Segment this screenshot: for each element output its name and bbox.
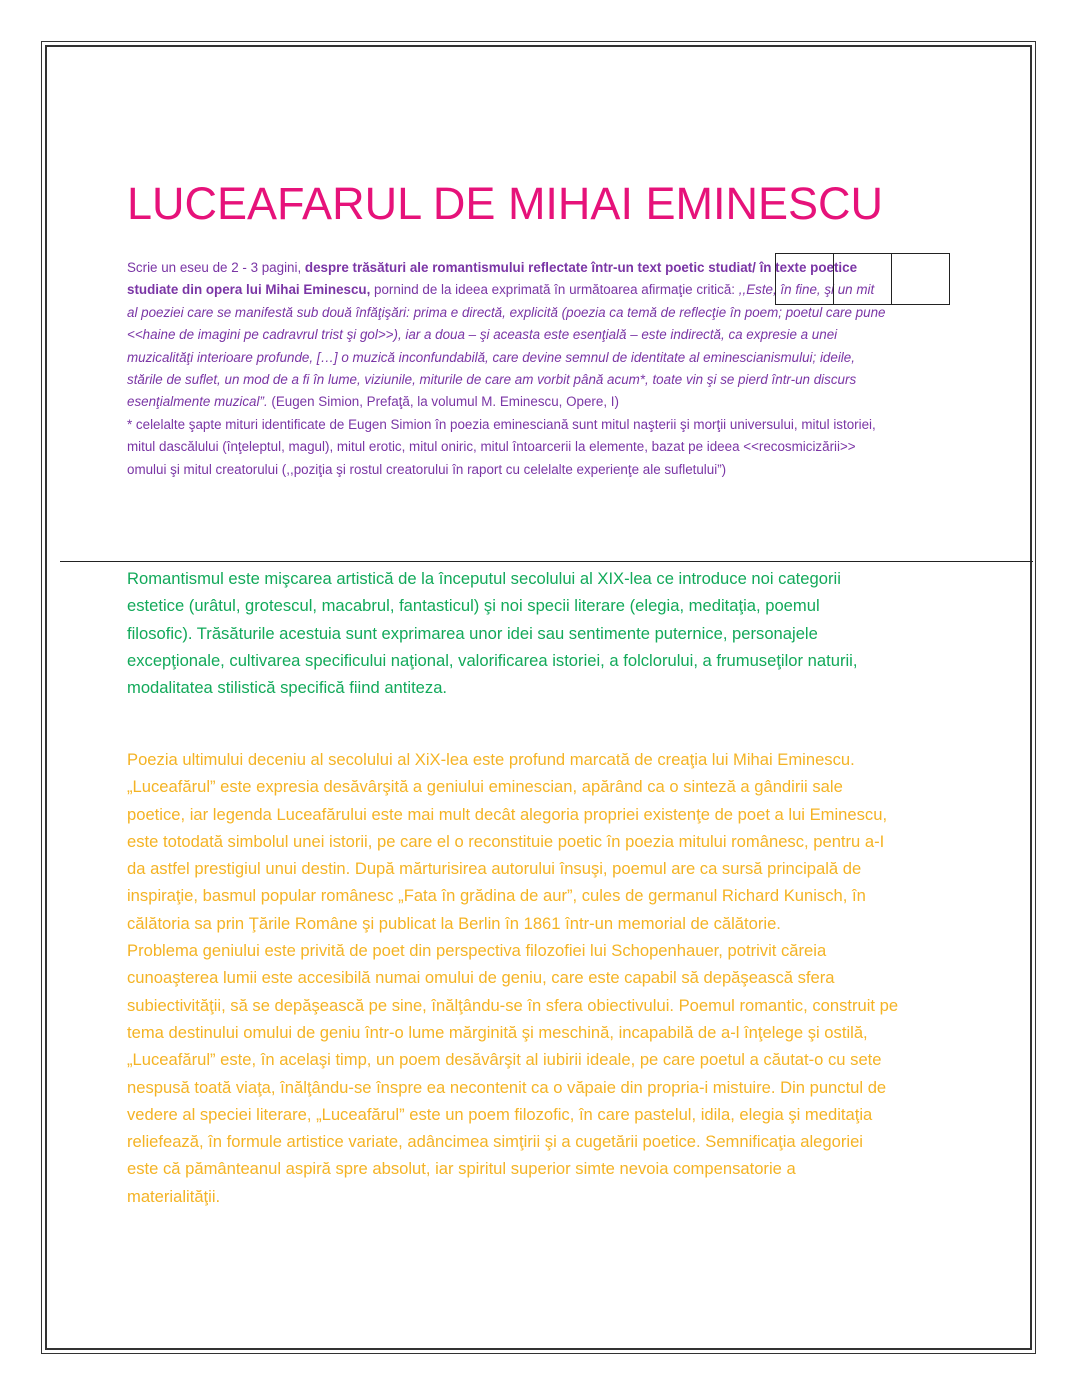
task-intro: Scrie un eseu de 2 - 3 pagini, — [127, 260, 305, 275]
paragraph-line: călătoria sa prin Ţările Române şi publicat la Berlin în 1861 într-un memorial de călătorie. — [127, 913, 781, 933]
paragraph-line: reliefează, în formule artistice variate, adâncimea simţirii şi a cugetării poetice. Semnificaţia alegoriei — [127, 1132, 863, 1152]
score-box-3 — [892, 254, 949, 304]
task-bold-requirement: despre trăsături ale romantismului reflectate într-un text poetic studiat/ în texte poetice studiate din opera lui Mihai Eminescu, — [127, 260, 858, 298]
paragraph-line: Poezia ultimului deceniu al secolului al XiX-lea este profund marcată de creaţia lui Mihai Eminescu. — [127, 750, 855, 769]
critical-quote: ,,Este, în fine, şi un mit al poeziei care se manifestă sub două înfăţişări: prima e directă, explicită (poezia ca temă de reflecţie în poem; poetul care pune <<haine de imagini pe cadravrul trist şi gol>>), iar a doua – şi aceasta este esenţială – este indirectă, ca expresie a unei muzicalităţi interioare profunde, […] o muzică inconfundabilă, care devine semnul de identitate al eminescianismului; ideile, stările de suflet, un mod de a fi în lume, viziunile, miturile de care am vorbit până acum*, toate vin şi se pierd într-un discurs esenţialmente muzical”. — [127, 282, 886, 410]
paragraph-line: Romantismul este mişcarea artistică de la începutul secolului al XIX-lea ce introduce noi categorii — [127, 569, 841, 588]
score-box-1 — [776, 254, 834, 304]
paragraph-line: „Luceafărul” este, în acelaşi timp, un poem desăvârşit al iubirii ideale, pe care poetul a căutat-o cu sete — [127, 1050, 882, 1070]
paragraph-line: tema destinului omului de geniu într-o lume mărginită şi meschină, incapabilă de a-l înţelege şi ostilă, — [127, 1022, 868, 1042]
quote-source: (Eugen Simion, Prefaţă, la volumul M. Eminescu, Opere, I) — [267, 394, 619, 410]
paragraph-line: este că pământeanul aspiră spre absolut, iar spiritul superior simte nevoia compensatorie a — [127, 1159, 796, 1179]
paragraph-line: inspiraţie, basmul popular românesc „Fata în grădina de aur”, cules de germanul Richard Kunisch, în — [127, 886, 866, 906]
paragraph-line: excepţionale, cultivarea specificului naţional, valorificarea istoriei, a folclorului, a frumuseţilor naturii, — [127, 650, 858, 670]
paragraph-line: cunoaşterea lumii este accesibilă numai omului de geniu, care este capabil să depăşească sfera — [127, 968, 835, 988]
paragraph-line: materialităţii. — [127, 1186, 221, 1206]
task-after-bold: pornind de la ideea exprimată în următoarea afirmaţie critică: — [370, 282, 739, 298]
paragraph-line: vedere al speciei literare, „Luceafărul” este un poem filozofic, în care pastelul, idila, elegia şi meditaţia — [127, 1104, 873, 1124]
page-title: LUCEAFARUL DE MIHAI EMINESCU — [127, 178, 883, 229]
luceafarul-paragraph — [127, 746, 982, 1210]
essay-task — [127, 257, 887, 481]
paragraph-line: „Luceafărul” este expresia desăvârşită a geniului eminescian, apărând ca o sinteză a gândirii sale — [127, 777, 843, 797]
score-box-2 — [834, 254, 892, 304]
paragraph-line: este totodată simbolul unei istorii, pe care el o reconstituie poetic în poezia mitului românesc, pentru a-I — [127, 831, 885, 851]
romanticism-paragraph — [127, 565, 972, 701]
paragraph-line: da astfel prestigiul unui destin. După mărturisirea autorului însuşi, poemul are ca sursă principală de — [127, 859, 862, 879]
paragraph-line: poetice, iar legenda Luceafărului este mai mult decât alegoria propriei existenţe de poet a lui Eminescu, — [127, 804, 888, 824]
paragraph-line: Problema geniului este privită de poet din perspectiva filozofiei lui Schopenhauer, potrivit căreia — [127, 941, 827, 961]
paragraph-line: modalitatea stilistică specifică fiind antiteza. — [127, 678, 448, 698]
paragraph-line: subiectivităţii, să se depăşească pe sine, înălţându-se în sfera obiectivului. Poemul romantic, construit pe — [127, 995, 899, 1015]
score-boxes — [775, 253, 950, 305]
paragraph-line: filosofic). Trăsăturile acestuia sunt exprimarea unor idei sau sentimente puternice, personajele — [127, 623, 818, 643]
section-divider — [60, 561, 1033, 562]
paragraph-line: estetice (urâtul, grotescul, macabrul, fantasticul) şi noi specii literare (elegia, meditaţia, poemul — [127, 596, 820, 616]
paragraph-line: nespusă toată viaţa, înălţându-se înspre ea necontenit ca o văpaie din propria-i mistuire. Din punctul de — [127, 1077, 887, 1097]
task-footnote: * celelalte şapte mituri identificate de Eugen Simion în poezia eminesciană sunt mitul naşterii şi morţii universului, mitul istoriei, mitul dascălului (înţeleptul, magul), mitul erotic, mitul oniric, mitul întoarcerii la elemente, bazat pe ideea <<recosmicizării>> omului şi mitul creatorului (,,poziţia şi rostul creatorului în raport cu celelalte experienţe ale sufletului”) — [127, 416, 876, 477]
task-statement — [127, 257, 887, 414]
